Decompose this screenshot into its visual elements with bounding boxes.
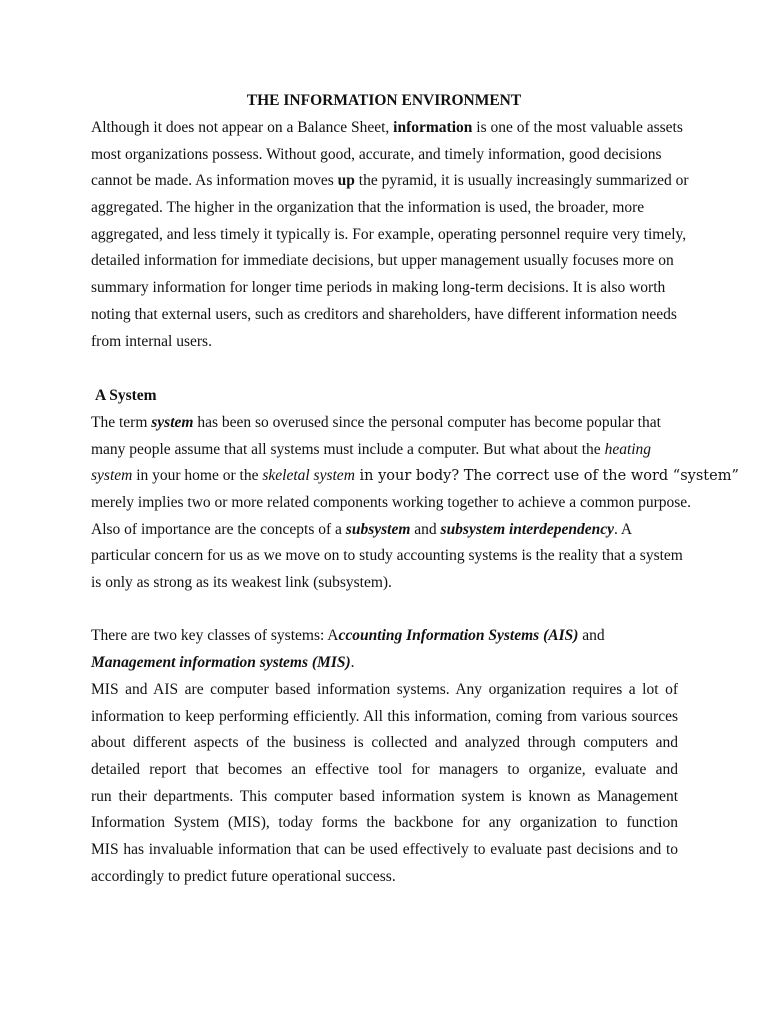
text-line: many people assume that all systems must include a computer. But what about the heating <box>91 440 652 458</box>
text-line: The term system has been so overused since the personal computer has become popular that <box>91 414 661 431</box>
text-line: most organizations possess. Without good, accurate, and timely information, good decisions <box>91 145 662 163</box>
text-line: Information System (MIS), today forms the backbone for any organization to function <box>91 814 678 832</box>
text-line: accordingly to predict future operational success. <box>91 867 396 885</box>
text-line: Although it does not appear on a Balance Sheet, information is one of the most valuable assets <box>91 119 683 136</box>
text-line: merely implies two or more related components working together to achieve a common purpose. <box>91 494 692 512</box>
text-line: run their departments. This computer based information system is known as Management <box>91 787 678 805</box>
mis-paragraph <box>91 677 678 891</box>
section-heading-a-system: A System <box>95 387 157 404</box>
term-subsystem-interdependency: subsystem interdependency <box>440 520 615 538</box>
text-line: noting that external users, such as creditors and shareholders, have different information needs <box>91 305 677 323</box>
term-skeletal-system: skeletal system <box>262 467 355 485</box>
text-line: MIS has invaluable information that can be used effectively to evaluate past decisions and to <box>91 841 678 859</box>
text-line: about different aspects of the business is collected and analyzed through computers and <box>91 734 678 752</box>
text-line: cannot be made. As information moves up the pyramid, it is usually increasingly summarized or <box>91 172 689 190</box>
text-line: aggregated, and less timely it typically is. For example, operating personnel require very timely, <box>91 225 687 243</box>
term-system: system <box>151 414 194 431</box>
text-line: Management information systems (MIS). <box>91 653 355 671</box>
term-ais: ccounting Information Systems (AIS) <box>338 627 579 644</box>
text-line: system in your home or the skeletal system in your body? The correct use of the word “system” <box>91 467 739 485</box>
text-line: is only as strong as its weakest link (subsystem). <box>91 574 392 592</box>
text-line: MIS and AIS are computer based information systems. Any organization requires a lot of <box>91 681 678 698</box>
page-title: THE INFORMATION ENVIRONMENT <box>246 92 522 109</box>
term-subsystem: subsystem <box>345 520 411 538</box>
text-line: Also of importance are the concepts of a subsystem and subsystem interdependency. A <box>91 520 633 538</box>
text-line: detailed report that becomes an effective tool for managers to organize, evaluate and <box>91 761 678 779</box>
text-line: There are two key classes of systems: Accounting Information Systems (AIS) and <box>91 627 605 644</box>
term-heating: heating <box>604 440 652 458</box>
text-line: summary information for longer time periods in making long-term decisions. It is also worth <box>91 279 666 297</box>
text-line: particular concern for us as we move on to study accounting systems is the reality that a system <box>91 547 683 565</box>
emphasis-information: information <box>393 119 473 136</box>
classes-paragraph <box>91 623 678 676</box>
term-mis: Management information systems (MIS) <box>91 653 351 671</box>
text-line: aggregated. The higher in the organization that the information is used, the broader, more <box>91 199 645 217</box>
text-line: detailed information for immediate decisions, but upper management usually focuses more on <box>91 252 674 270</box>
text-line: from internal users. <box>91 332 212 350</box>
system-paragraph <box>91 410 739 597</box>
emphasis-up: up <box>337 172 355 190</box>
text-line: information to keep performing efficiently. All this information, coming from various sources <box>91 707 678 725</box>
intro-paragraph <box>91 115 689 355</box>
